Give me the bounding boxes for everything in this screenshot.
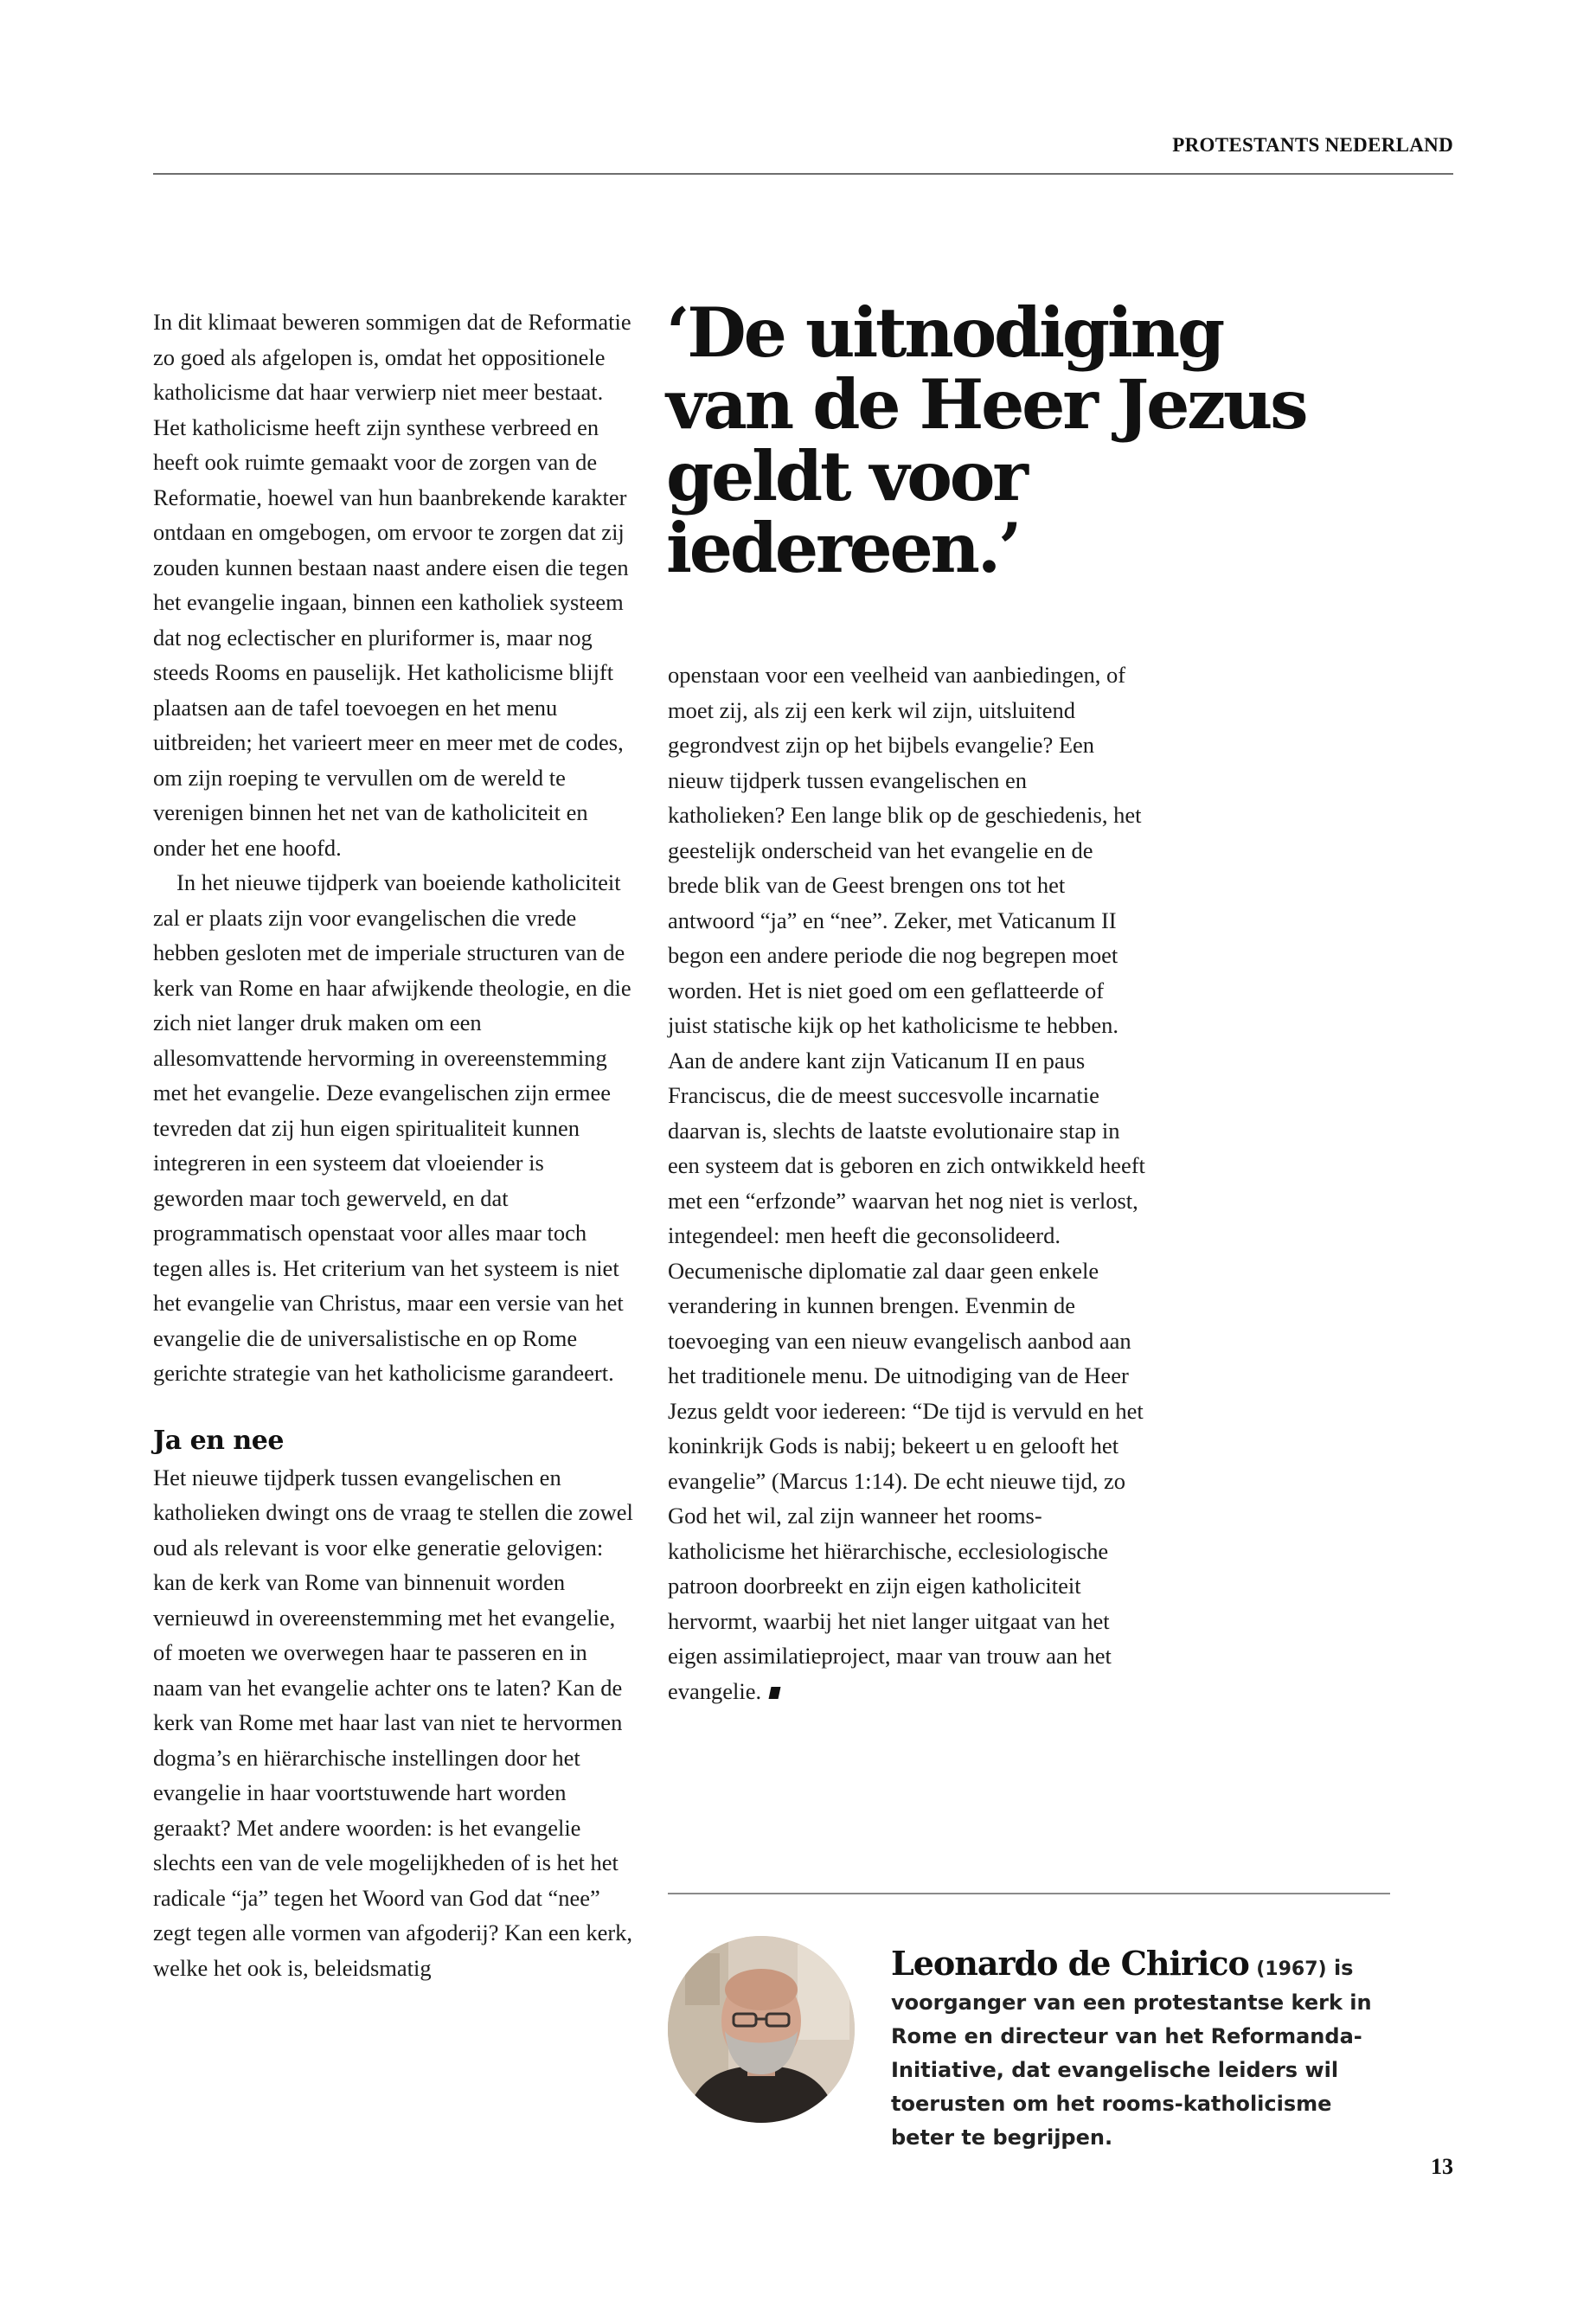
pull-quote: ‘De uitnodiging van de Heer Jezus geldt voor iedereen.’ xyxy=(666,292,1306,588)
middle-column xyxy=(668,657,1148,1708)
body-paragraph: openstaan voor een veelheid van aanbiedingen, of moet zij, als zij een kerk wil zijn, uitsluitend gegrondvest zijn op het bijbels evangelie? Een nieuw tijdperk tussen evangelischen en katholieken? Een lange blik op de geschiedenis, het geestelijk onderscheid van het evangelie en de brede blik van de Geest brengen ons tot het antwoord “ja” en “nee”. Zeker, met Vaticanum II begon een andere periode die nog begrepen moet worden. Het is niet goed om een geflatteerde of juist statische kijk op het katholicisme te hebben. Aan de andere kant zijn Vaticanum II en paus Franciscus, die de meest succesvolle incarnatie daarvan is, slechts de laatste evolutionaire stap in een systeem dat is geboren en zich ontwikkeld heeft met een “erfzonde” waarvan het nog niet is verlost, integendeel: men heeft die geconsolideerd. Oecumenische diplomatie zal daar geen enkele verandering in kunnen brengen. Evenmin de toevoeging van een nieuw evangelisch aanbod aan het traditionele menu. De uitnodiging van de Heer Jezus geldt voor iedereen: “De tijd is vervuld en het koninkrijk Gods is nabij; bekeert u en gelooft het evangelie” (Marcus 1:14). De echt nieuwe tijd, zo God het wil, zal zijn wanneer het rooms-katholicisme het hiërarchische, ecclesiologische patroon doorbreekt en zijn eigen katholiciteit hervormt, waarbij het niet langer uitgaat van het eigen assimilatieproject, maar van trouw aan het evangelie. xyxy=(668,662,1145,1704)
body-paragraph: In dit klimaat beweren sommigen dat de Reformatie zo goed als afgelopen is, omdat het oppositionele katholicisme dat haar verwierp niet meer bestaat. Het katholicisme heeft zijn synthese verbreed en heeft ook ruimte gemaakt voor de zorgen van de Reformatie, hoewel van hun baanbrekende karakter ontdaan en omgebogen, om ervoor te zorgen dat zij zouden kunnen bestaan naast andere eisen die tegen het evangelie ingaan, binnen een katholiek systeem dat nog eclectischer en pluriformer is, maar nog steeds Rooms en pauselijk. Het katholicisme blijft plaatsen aan de tafel toevoegen en het menu uitbreiden; het varieert meer en meer met de codes, om zijn roeping te vervullen om de wereld te verenigen binnen het net van de katholiciteit en onder het ene hoofd. xyxy=(153,309,631,861)
running-head: PROTESTANTS NEDERLAND xyxy=(1172,134,1453,156)
author-bio xyxy=(891,1946,1401,2155)
author-name: Leonardo de Chirico xyxy=(891,1944,1249,1983)
header-rule xyxy=(153,173,1453,175)
left-column xyxy=(153,304,633,1985)
bio-divider xyxy=(668,1893,1390,1894)
author-avatar xyxy=(668,1936,855,2123)
end-mark-icon xyxy=(769,1687,781,1699)
author-bio-text: is voorganger van een protestantse kerk in Rome en directeur van het Reformanda-Initiative, dat evangelische leiders wil toerusten om het rooms-katholicisme beter te begrijpen. xyxy=(891,1956,1372,2150)
body-paragraph: In het nieuwe tijdperk van boeiende katholiciteit zal er plaats zijn voor evangelischen die vrede hebben gesloten met de imperiale structuren van de kerk van Rome en haar afwijkende theologie, en die zich niet langer druk maken om een allesomvattende hervorming in overeenstemming met het evangelie. Deze evangelischen zijn ermee tevreden dat zij hun eigen spiritualiteit kunnen integreren in een systeem dat vloeiender is geworden maar toch gewerveld, en dat programmatisch openstaat voor alles maar toch tegen alles is. Het criterium van het systeem is niet het evangelie van Christus, maar een versie van het evangelie die de universalistische en op Rome gerichte strategie van het katholicisme garandeert. xyxy=(153,869,631,1386)
author-years: (1967) xyxy=(1256,1958,1327,1980)
body-paragraph: Het nieuwe tijdperk tussen evangelischen en katholieken dwingt ons de vraag te stellen die zowel oud als relevant is voor elke generatie gelovigen: kan de kerk van Rome van binnenuit worden vernieuwd in overeenstemming met het evangelie, of moeten we overwegen haar te passeren en in naam van het evangelie achter ons te laten? Kan de kerk van Rome met haar last van niet te hervormen dogma’s en hiërarchische instellingen door het evangelie in haar voortstuwende hart worden geraakt? Met andere woorden: is het evangelie slechts een van de vele mogelijkheden of is het het radicale “ja” tegen het Woord van God dat “nee” zegt tegen alle vormen van afgoderij? Kan een kerk, welke het ook is, beleidsmatig xyxy=(153,1464,633,1981)
page-number: 13 xyxy=(1431,2154,1453,2179)
subheading: Ja en nee xyxy=(153,1425,284,1456)
author-portrait-icon xyxy=(668,1936,855,2123)
